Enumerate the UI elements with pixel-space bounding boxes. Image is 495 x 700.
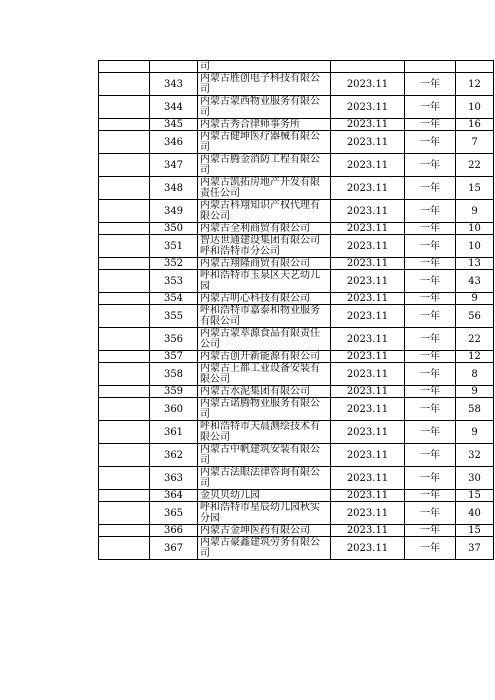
number-cell: 354 [150, 293, 198, 305]
date-cell: 2023.11 [331, 502, 405, 525]
number-cell: 357 [150, 351, 198, 363]
blank-cell [99, 525, 150, 537]
count-cell: 22 [456, 328, 494, 351]
company-name-cell: 内蒙古胜创电子科技有限公司 [198, 73, 331, 96]
number-cell: 352 [150, 258, 198, 270]
term-cell: 一年 [405, 421, 456, 444]
table-row [99, 119, 494, 131]
company-name-cell: 内蒙古创开新能源有限公司 [198, 351, 331, 363]
blank-cell [99, 73, 150, 96]
table-row [99, 96, 494, 119]
number-cell: 360 [150, 398, 198, 421]
term-cell: 一年 [405, 177, 456, 200]
count-cell: 10 [456, 235, 494, 258]
count-cell: 9 [456, 386, 494, 398]
count-cell: 56 [456, 305, 494, 328]
table-row [99, 444, 494, 467]
term-cell: 一年 [405, 96, 456, 119]
count-cell: 12 [456, 351, 494, 363]
table-row [99, 351, 494, 363]
table-row [99, 223, 494, 235]
table-row [99, 386, 494, 398]
count-cell: 7 [456, 131, 494, 154]
number-cell: 349 [150, 200, 198, 223]
term-cell: 一年 [405, 293, 456, 305]
number-cell: 364 [150, 490, 198, 502]
blank-cell [99, 235, 150, 258]
count-cell: 9 [456, 200, 494, 223]
table-row [99, 270, 494, 293]
company-name-cell: 内蒙古豪鑫建筑劳务有限公司 [198, 537, 331, 560]
blank-cell [99, 61, 150, 73]
count-cell: 40 [456, 502, 494, 525]
company-name-cell: 内蒙古科翔知识产权代理有限公司 [198, 200, 331, 223]
term-cell: 一年 [405, 235, 456, 258]
number-cell: 353 [150, 270, 198, 293]
count-cell: 9 [456, 293, 494, 305]
company-name-cell: 呼和浩特市星辰幼儿园秋实分园 [198, 502, 331, 525]
continuation-row [99, 61, 494, 73]
date-cell: 2023.11 [331, 270, 405, 293]
date-cell [331, 61, 405, 73]
date-cell: 2023.11 [331, 421, 405, 444]
company-name-cell: 内蒙古法眼法律咨询有限公司 [198, 467, 331, 490]
company-name-cell: 智达世通建设集团有限公司呼和浩特市分公司 [198, 235, 331, 258]
term-cell: 一年 [405, 200, 456, 223]
blank-cell [99, 119, 150, 131]
date-cell: 2023.11 [331, 537, 405, 560]
term-cell: 一年 [405, 398, 456, 421]
number-cell: 362 [150, 444, 198, 467]
term-cell: 一年 [405, 258, 456, 270]
count-cell: 32 [456, 444, 494, 467]
term-cell: 一年 [405, 131, 456, 154]
company-name-cell: 呼和浩特市玉泉区天艺幼儿园 [198, 270, 331, 293]
number-cell: 350 [150, 223, 198, 235]
date-cell: 2023.11 [331, 223, 405, 235]
count-cell: 30 [456, 467, 494, 490]
blank-cell [99, 223, 150, 235]
date-cell: 2023.11 [331, 525, 405, 537]
count-cell: 43 [456, 270, 494, 293]
company-name-cell: 司 [198, 61, 331, 73]
number-cell: 347 [150, 154, 198, 177]
date-cell: 2023.11 [331, 386, 405, 398]
number-cell: 363 [150, 467, 198, 490]
number-cell: 356 [150, 328, 198, 351]
date-cell: 2023.11 [331, 119, 405, 131]
table-row [99, 258, 494, 270]
term-cell: 一年 [405, 490, 456, 502]
table-row [99, 200, 494, 223]
date-cell: 2023.11 [331, 235, 405, 258]
number-cell: 343 [150, 73, 198, 96]
number-cell: 348 [150, 177, 198, 200]
blank-cell [99, 328, 150, 351]
date-cell: 2023.11 [331, 73, 405, 96]
number-cell: 361 [150, 421, 198, 444]
date-cell: 2023.11 [331, 293, 405, 305]
company-name-cell: 内蒙古健坤医疗器械有限公司 [198, 131, 331, 154]
company-name-cell: 内蒙古蒙萃源食品有限责任公司 [198, 328, 331, 351]
date-cell: 2023.11 [331, 177, 405, 200]
blank-cell [99, 490, 150, 502]
number-cell: 365 [150, 502, 198, 525]
number-cell: 366 [150, 525, 198, 537]
term-cell: 一年 [405, 537, 456, 560]
table-row [99, 490, 494, 502]
blank-cell [99, 96, 150, 119]
number-cell: 358 [150, 363, 198, 386]
term-cell: 一年 [405, 223, 456, 235]
date-cell: 2023.11 [331, 305, 405, 328]
table-row [99, 525, 494, 537]
date-cell: 2023.11 [331, 398, 405, 421]
date-cell: 2023.11 [331, 444, 405, 467]
date-cell: 2023.11 [331, 96, 405, 119]
count-cell: 58 [456, 398, 494, 421]
term-cell: 一年 [405, 305, 456, 328]
date-cell: 2023.11 [331, 200, 405, 223]
count-cell: 12 [456, 73, 494, 96]
table-row [99, 467, 494, 490]
blank-cell [99, 258, 150, 270]
term-cell: 一年 [405, 119, 456, 131]
term-cell: 一年 [405, 73, 456, 96]
term-cell: 一年 [405, 363, 456, 386]
number-cell: 346 [150, 131, 198, 154]
blank-cell [99, 131, 150, 154]
count-cell: 13 [456, 258, 494, 270]
date-cell: 2023.11 [331, 131, 405, 154]
company-name-cell: 内蒙古秀合律师事务所 [198, 119, 331, 131]
company-name-cell: 内蒙古凯拓房地产开发有限责任公司 [198, 177, 331, 200]
count-cell [456, 61, 494, 73]
date-cell: 2023.11 [331, 258, 405, 270]
blank-cell [99, 270, 150, 293]
count-cell: 15 [456, 490, 494, 502]
count-cell: 10 [456, 96, 494, 119]
count-cell: 37 [456, 537, 494, 560]
table-row [99, 421, 494, 444]
number-cell: 351 [150, 235, 198, 258]
number-cell: 345 [150, 119, 198, 131]
company-name-cell: 内蒙古诺腾物业服务有限公司 [198, 398, 331, 421]
count-cell: 9 [456, 421, 494, 444]
term-cell: 一年 [405, 328, 456, 351]
table-row [99, 154, 494, 177]
company-table-body [99, 61, 494, 560]
company-name-cell: 内蒙古蒙西物业服务有限公司 [198, 96, 331, 119]
table-row [99, 131, 494, 154]
blank-cell [99, 293, 150, 305]
blank-cell [99, 502, 150, 525]
company-name-cell: 内蒙古上都工业设备安装有限公司 [198, 363, 331, 386]
blank-cell [99, 154, 150, 177]
blank-cell [99, 421, 150, 444]
term-cell: 一年 [405, 270, 456, 293]
blank-cell [99, 363, 150, 386]
table-row [99, 537, 494, 560]
blank-cell [99, 305, 150, 328]
term-cell: 一年 [405, 525, 456, 537]
date-cell: 2023.11 [331, 467, 405, 490]
number-cell: 344 [150, 96, 198, 119]
count-cell: 15 [456, 525, 494, 537]
company-name-cell: 金贝贝幼儿园 [198, 490, 331, 502]
table-row [99, 398, 494, 421]
date-cell: 2023.11 [331, 363, 405, 386]
table-row [99, 363, 494, 386]
table-row [99, 305, 494, 328]
date-cell: 2023.11 [331, 154, 405, 177]
count-cell: 16 [456, 119, 494, 131]
number-cell [150, 61, 198, 73]
blank-cell [99, 177, 150, 200]
number-cell: 359 [150, 386, 198, 398]
table-row [99, 177, 494, 200]
count-cell: 8 [456, 363, 494, 386]
company-name-cell: 内蒙古明心科技有限公司 [198, 293, 331, 305]
term-cell [405, 61, 456, 73]
term-cell: 一年 [405, 467, 456, 490]
number-cell: 367 [150, 537, 198, 560]
blank-cell [99, 537, 150, 560]
blank-cell [99, 200, 150, 223]
number-cell: 355 [150, 305, 198, 328]
company-name-cell: 内蒙古金坤医药有限公司 [198, 525, 331, 537]
table-row [99, 293, 494, 305]
blank-cell [99, 398, 150, 421]
table-row [99, 73, 494, 96]
blank-cell [99, 467, 150, 490]
term-cell: 一年 [405, 444, 456, 467]
date-cell: 2023.11 [331, 351, 405, 363]
count-cell: 22 [456, 154, 494, 177]
term-cell: 一年 [405, 154, 456, 177]
company-name-cell: 呼和浩特市天晨测绘技术有限公司 [198, 421, 331, 444]
company-table [98, 60, 494, 560]
table-row [99, 235, 494, 258]
table-row [99, 502, 494, 525]
company-name-cell: 内蒙古翔隆商贸有限公司 [198, 258, 331, 270]
company-name-cell: 内蒙古全利商贸有限公司 [198, 223, 331, 235]
date-cell: 2023.11 [331, 328, 405, 351]
blank-cell [99, 351, 150, 363]
term-cell: 一年 [405, 351, 456, 363]
company-name-cell: 内蒙古中帆建筑安装有限公司 [198, 444, 331, 467]
count-cell: 15 [456, 177, 494, 200]
table-row [99, 328, 494, 351]
company-name-cell: 呼和浩特市嘉泰和物业服务有限公司 [198, 305, 331, 328]
company-name-cell: 内蒙古水泥集团有限公司 [198, 386, 331, 398]
blank-cell [99, 386, 150, 398]
company-name-cell: 内蒙古腾金消防工程有限公司 [198, 154, 331, 177]
count-cell: 10 [456, 223, 494, 235]
blank-cell [99, 444, 150, 467]
term-cell: 一年 [405, 502, 456, 525]
term-cell: 一年 [405, 386, 456, 398]
date-cell: 2023.11 [331, 490, 405, 502]
